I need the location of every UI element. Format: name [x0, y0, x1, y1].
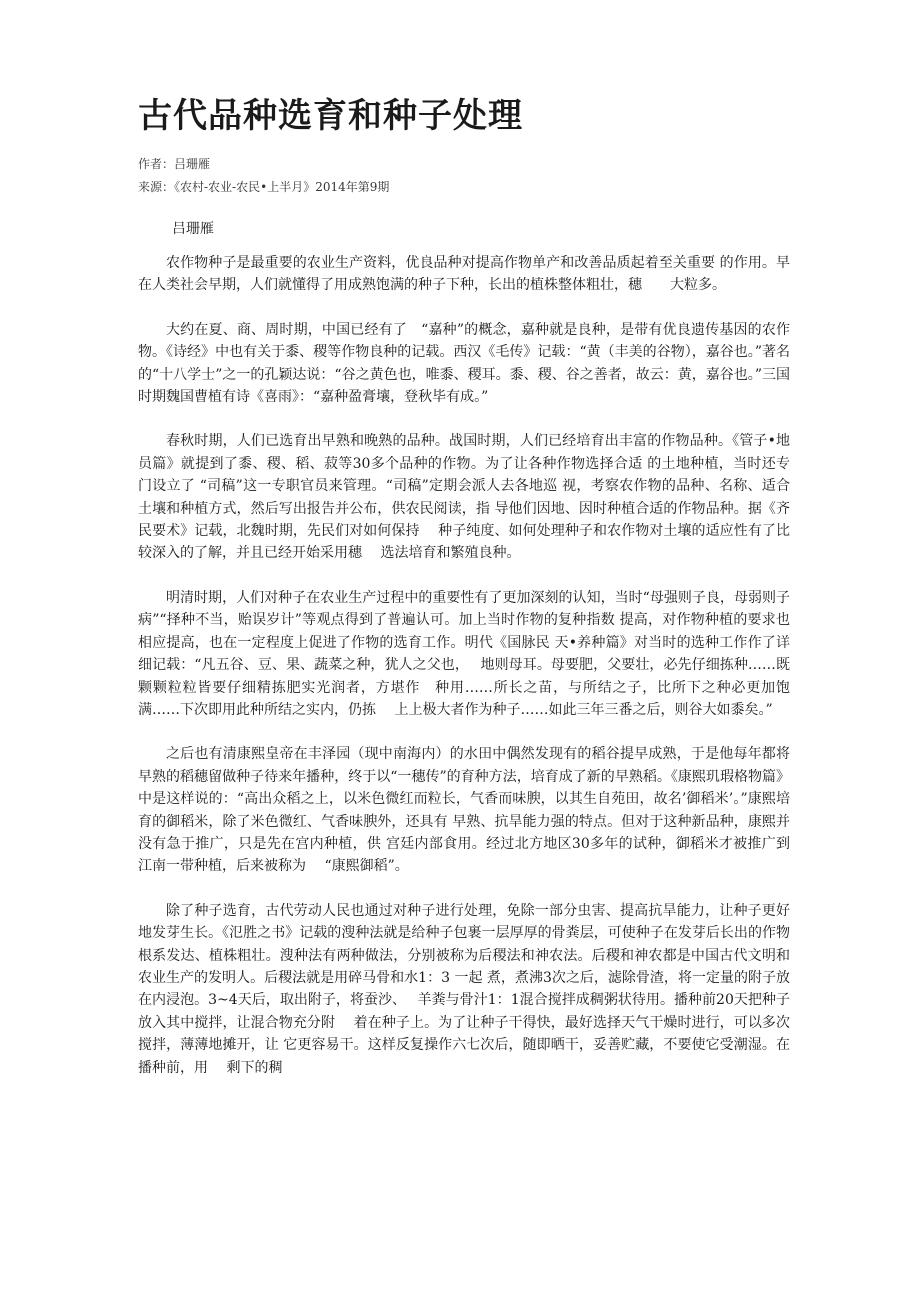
paragraph: 之后也有清康熙皇帝在丰泽园（现中南海内）的水田中偶然发现有的稻谷提早成熟，于是他每年都将早熟的稻穗留做种子待来年播种，终于以“一穗传”的育种方法，培育成了新的早熟稻。《康熙玑瑕格物篇》中是这样说的：“高出众稻之上，以米色微红而粒长，气香而味腴，以其生自苑田，故名’御稻米’。”康熙培育的御稻米，除了米色微红、气香味腴外，还具有 早熟、抗旱能力强的特点。但对于这种新品种，康熙并没有急于推广，只是先在宫内种植，供 宫廷内部食用。经过北方地区30多年的试种，御稻米才被推广到江南一带种植，后来被称为 “康熙御稻”。 [138, 746, 790, 875]
author-line: 作者：吕珊雁 [138, 157, 211, 171]
paragraph: 除了种子选育，古代劳动人民也通过对种子进行处理，免除一部分虫害、提高抗旱能力，让种子更好地发芽生长。《氾胜之书》记载的溲种法就是给种子包裹一层厚厚的骨粪层，可使种子在发芽后长出的作物根系发达、植株粗壮。溲种法有两种做法，分别被称为后稷法和神农法。后稷和神农都是中国古代文明和农业生产的发明人。后稷法就是用碎马骨和水1：3 一起 煮，煮沸3次之后，滤除骨渣，将一定量的附子放在内浸泡。3~4天后，取出附子，将蚕沙、 羊粪与骨汁1：1混合搅拌成稠粥状待用。播种前20天把种子放入其中搅拌，让混合物充分附 着在种子上。为了让种子干得快，最好选择天气干燥时进行，可以多次搅拌，薄薄地摊开，让 它更容易干。这样反复操作六七次后，随即晒干，妥善贮藏，不要使它受潮湿。在播种前，用 剩下的稠 [138, 902, 790, 1076]
byline: 吕珊雁 [172, 221, 214, 237]
paragraph: 大约在夏、商、周时期，中国已经有了 “嘉种”的概念，嘉种就是良种，是带有优良遗传基因的农作物。《诗经》中也有关于黍、稷等作物良种的记载。西汉《毛传》记载：“黄（丰美的谷物），嘉谷也。”著名的“十八学士”之一的孔颖达说：“谷之黄色也，唯黍、稷耳。黍、稷、谷之善者，故云：黄，嘉谷也。”三国时期魏国曹植有诗《喜雨》：“嘉种盈膏壤，登秋毕有成。” [138, 321, 790, 406]
paragraph: 春秋时期，人们已选育出早熟和晚熟的品种。战国时期，人们已经培育出丰富的作物品种。《管子•地员篇》就提到了黍、稷、稻、菽等30多个品种的作物。为了让各种作物选择合适 的土地种植，当时还专门设立了 “司稿”这一专职官员来管理。“司稿”定期会派人去各地巡 视，考察农作物的品种、名称、适合土壤和种植方式，然后写出报告并公布，供农民阅读，指 导他们因地、因时种植合适的作物品种。据《齐民要术》记载，北魏时期，先民们对如何保持 种子纯度、如何处理种子和农作物对土壤的适应性有了比较深入的了解，并且已经开始采用穗 选法培育和繁殖良种。 [138, 433, 790, 562]
article-body [138, 252, 790, 1101]
paragraph: 农作物种子是最重要的农业生产资料，优良品种对提高作物单产和改善品质起着至关重要 的作用。早在人类社会早期，人们就懂得了用成熟饱满的种子下种，长出的植株整体粗壮，穗 大粒多。 [138, 255, 790, 294]
source-line: 来源：《农村-农业-农民•上半月》2014年第9期 [138, 180, 390, 194]
paragraph: 明清时期，人们对种子在农业生产过程中的重要性有了更加深刻的认知，当时“母强则子良，母弱则子病”“择种不当，贻误岁计”等观点得到了普遍认可。加上当时作物的复种指数 提高，对作物种植的要求也相应提高，也在一定程度上促进了作物的选育工作。明代《国脉民 天•养种篇》对当时的选种工作作了详细记载：“凡五谷、豆、果、蔬菜之种，犹人之父也， 地则母耳。母要肥，父要壮，必先仔细拣种……既颗颗粒粒皆要仔细精拣肥实光润者，方堪作 种用……所长之苗，与所结之子，比所下之种必更加饱满……下次即用此种所结之实内，仍拣 上上极大者作为种子……如此三年三番之后，则谷大如黍矣。” [138, 589, 790, 718]
article-title: 古代品种选育和种子处理 [138, 96, 523, 136]
